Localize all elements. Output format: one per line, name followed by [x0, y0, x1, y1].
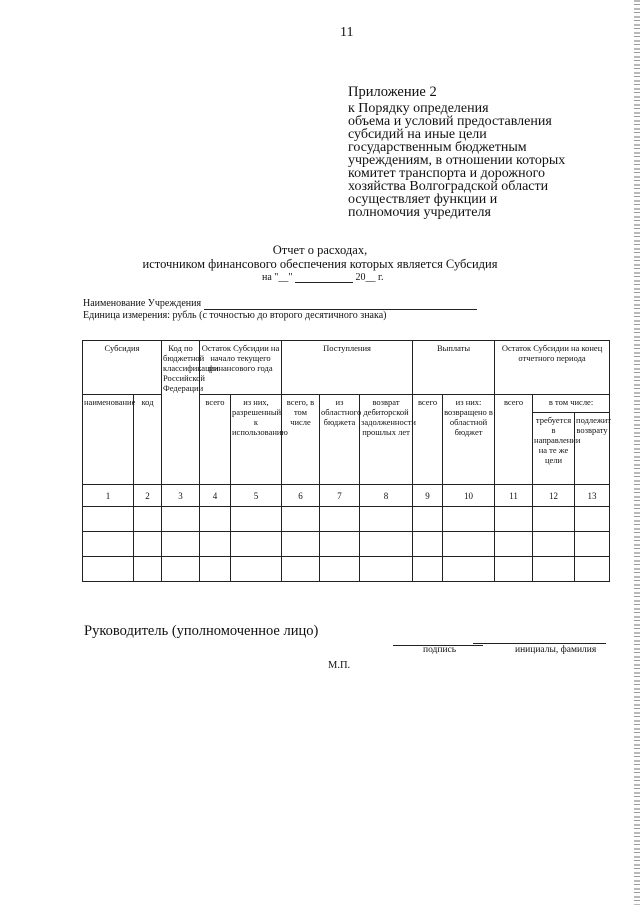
header-subsidy: Субсидия: [83, 341, 162, 395]
column-number: 9: [413, 485, 443, 507]
report-table: [82, 340, 610, 582]
appendix-line: осуществляет функции и: [348, 192, 498, 207]
head-label: Руководитель (уполномоченное лицо): [84, 623, 319, 639]
column-number: 10: [443, 485, 495, 507]
header-payments: Выплаты: [413, 341, 495, 395]
page-number: 11: [340, 25, 354, 40]
appendix-line: субсидий на иные цели: [348, 127, 487, 142]
header-receipts: Поступления: [282, 341, 413, 395]
appendix-line: хозяйства Волгоградской области: [348, 179, 549, 194]
table-row: [83, 507, 610, 532]
appendix-line: полномочия учредителя: [348, 205, 491, 220]
column-number: 12: [533, 485, 575, 507]
institution-blank: [204, 299, 477, 310]
appendix-line: к Порядку определения: [348, 101, 489, 116]
header-receipts-total: всего, в том числе: [282, 395, 320, 485]
header-end-incl: в том числе:: [533, 395, 610, 413]
report-date-month-blank: [295, 272, 353, 283]
header-name: наименование: [83, 395, 134, 485]
column-number: 2: [134, 485, 162, 507]
header-balance-end: Остаток Субсидии на конец отчетного периода: [495, 341, 610, 395]
table-row: [83, 557, 610, 582]
header-budget-code: Код по бюджетной классификации Российской Федерации: [162, 341, 200, 485]
header-end-to-return: подлежит возврату: [575, 413, 610, 485]
header-start-allowed: из них, разрешенный к использованию: [231, 395, 282, 485]
initials-caption: инициалы, фамилия: [515, 645, 597, 655]
unit-label: Единица измерения: рубль (с точностью до второго десятичного знака): [83, 310, 387, 321]
column-number: 8: [360, 485, 413, 507]
column-number: 1: [83, 485, 134, 507]
report-title-line1: Отчет о расходах,: [272, 243, 368, 257]
appendix-line: комитет транспорта и дорожного: [348, 166, 545, 181]
column-number: 3: [162, 485, 200, 507]
report-meta: [83, 298, 477, 322]
appendix-title: Приложение 2: [348, 84, 437, 100]
header-end-total: всего: [495, 395, 533, 485]
table-row: [83, 532, 610, 557]
column-number: 11: [495, 485, 533, 507]
report-title: [0, 243, 640, 271]
column-number: 4: [200, 485, 231, 507]
scan-edge: [634, 0, 640, 905]
header-balance-start: Остаток Субсидии на начало текущего финансового года: [200, 341, 282, 395]
column-number-row: [83, 485, 610, 507]
stamp-place: М.П.: [328, 660, 351, 671]
header-receipts-debt: возврат дебиторской задолженности прошлых лет: [360, 395, 413, 485]
report-date-year: 20__ г.: [355, 272, 384, 283]
report-title-line2: источником финансового обеспечения которых является Субсидия: [142, 257, 498, 271]
header-receipts-regional: из областного бюджета: [320, 395, 360, 485]
header-payments-total: всего: [413, 395, 443, 485]
header-code: код: [134, 395, 162, 485]
header-payments-returned: из них: возвращено в областной бюджет: [443, 395, 495, 485]
report-date: [262, 272, 383, 283]
column-number: 13: [575, 485, 610, 507]
institution-label: Наименование Учреждения: [83, 298, 202, 309]
header-start-total: всего: [200, 395, 231, 485]
report-date-prefix: на "__": [262, 272, 293, 283]
column-number: 6: [282, 485, 320, 507]
appendix-line: объема и условий предоставления: [348, 114, 552, 129]
appendix-line: государственным бюджетным: [348, 140, 527, 155]
signature-caption: подпись: [423, 645, 457, 655]
column-number: 7: [320, 485, 360, 507]
initials-line: [473, 643, 606, 644]
column-number: 5: [231, 485, 282, 507]
appendix-line: учреждениям, в отношении которых: [348, 153, 566, 168]
appendix-text: [348, 102, 618, 219]
header-end-required: требуется в направлении на те же цели: [533, 413, 575, 485]
